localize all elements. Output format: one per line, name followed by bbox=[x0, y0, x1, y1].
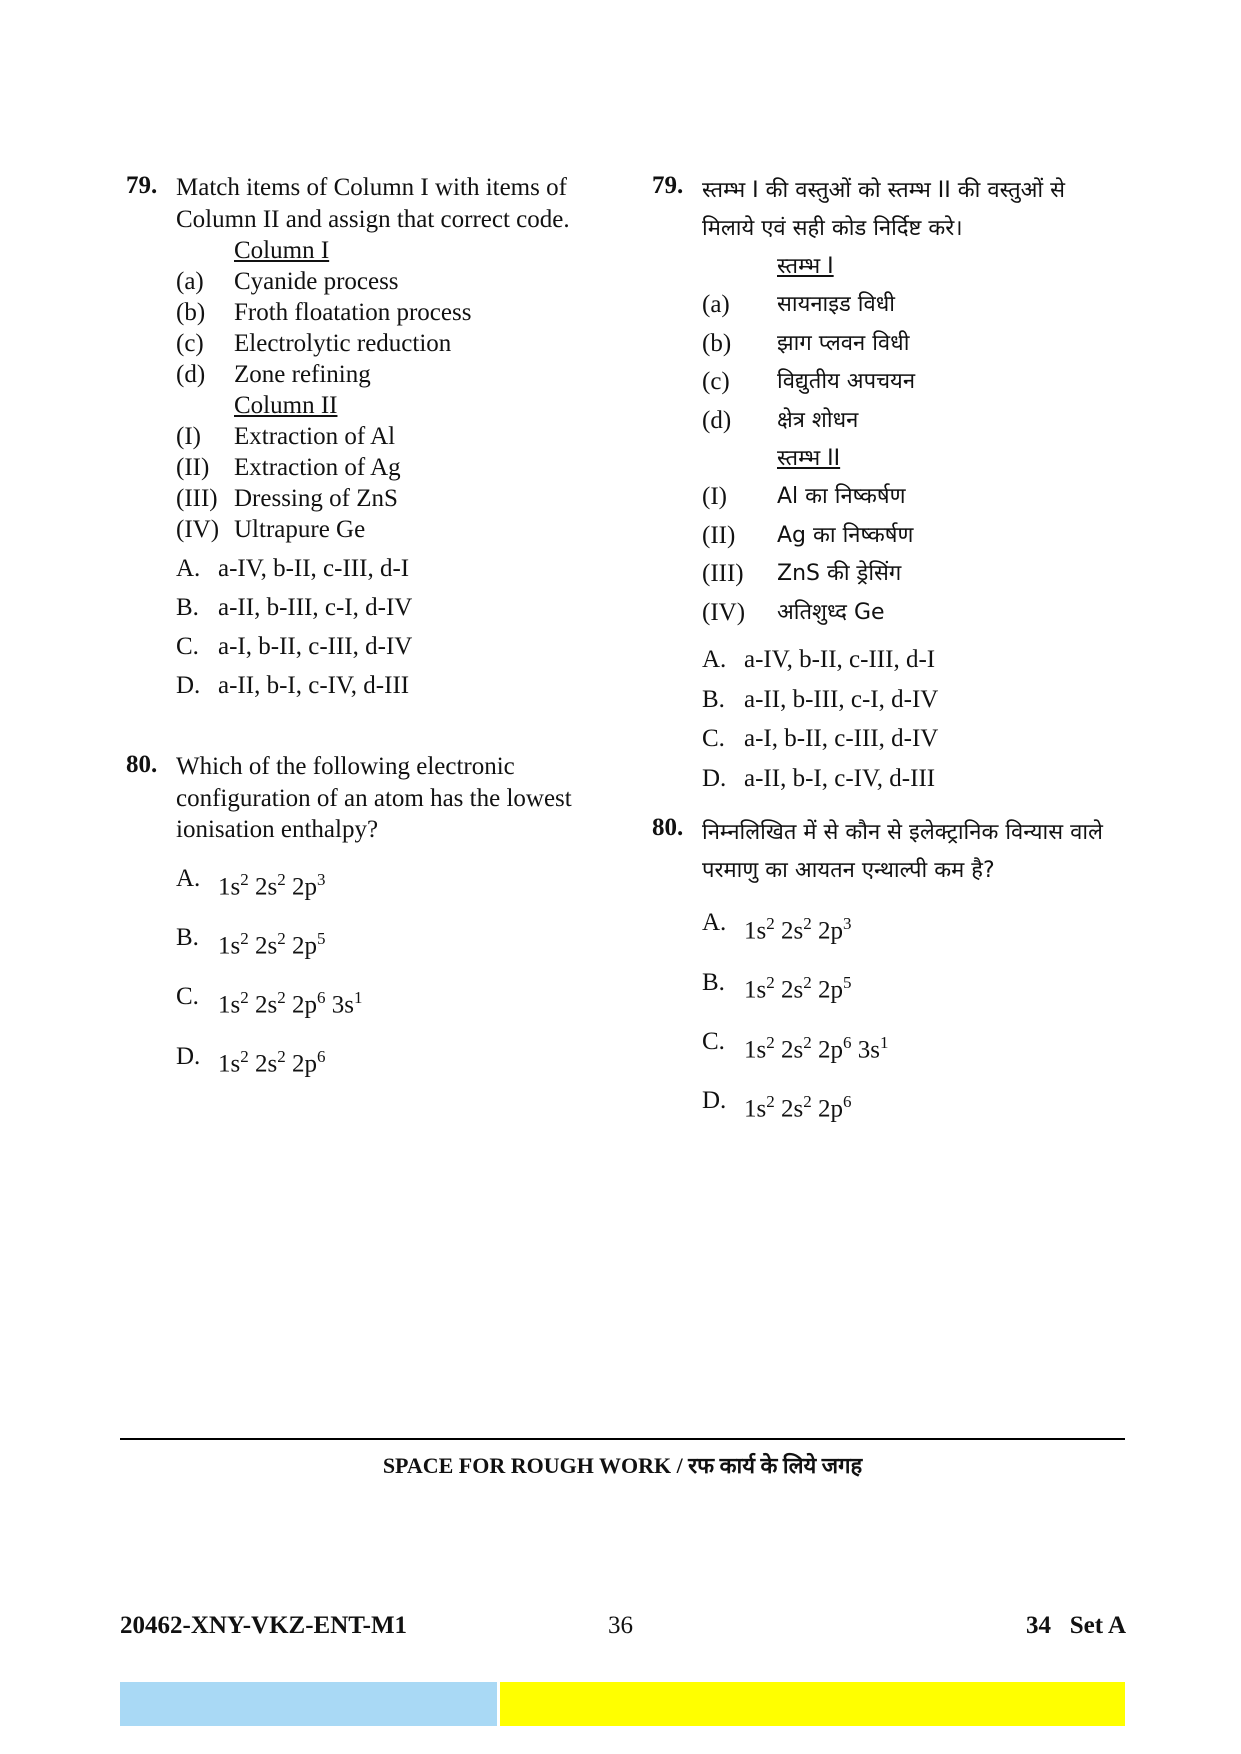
answer-option bbox=[702, 890, 1122, 949]
orbital: 2s bbox=[254, 932, 278, 960]
electron-configuration bbox=[744, 1076, 851, 1135]
orbital-electrons: 6 bbox=[316, 988, 326, 1008]
paper-code: 20462-XNY-VKZ-ENT-M1 bbox=[120, 1612, 408, 1639]
option-label: A. bbox=[702, 909, 727, 937]
orbital: 2s bbox=[254, 991, 278, 1019]
orbital-electrons: 2 bbox=[766, 914, 775, 933]
orbital-electrons: 6 bbox=[842, 1091, 852, 1111]
rough-work-divider bbox=[120, 1438, 1125, 1440]
answer-option: D. a-II, b-I, c-IV, d-III bbox=[176, 672, 410, 699]
answer-option: A. a-IV, b-II, c-III, d-I bbox=[702, 646, 936, 673]
orbital: 2s bbox=[780, 976, 804, 1004]
orbital: 2p bbox=[817, 976, 843, 1004]
column-i-item: (b) झाग प्लवन विधी bbox=[702, 329, 910, 357]
orbital-electrons: 2 bbox=[766, 1091, 775, 1111]
option-label: D. bbox=[702, 1087, 727, 1115]
question-stem: निम्नलिखित में से कौन से इलेक्ट्रानिक विन्यास वाले परमाणु का आयतन एन्थाल्पी कम है? bbox=[702, 820, 1103, 883]
column-ii-heading: Column II bbox=[234, 392, 338, 419]
column-i-item: (a) सायनाइड विधी bbox=[702, 291, 895, 318]
orbital: 1s bbox=[218, 932, 241, 960]
option-label: C. bbox=[176, 983, 199, 1011]
answer-option: C. a-I, b-II, c-III, d-IV bbox=[702, 725, 939, 752]
orbital: 2p bbox=[817, 1095, 843, 1123]
orbital-electrons: 2 bbox=[240, 1047, 249, 1067]
answer-option bbox=[702, 1009, 1122, 1068]
orbital-electrons: 2 bbox=[277, 988, 286, 1008]
electron-configuration bbox=[218, 1031, 325, 1090]
question-stem: Which of the following electronic configuration of an atom has the lowest ionisation enthalpy? bbox=[176, 753, 572, 843]
question-stem: स्तम्भ I की वस्तुओं को स्तम्भ II की वस्तुओं से मिलाये एवं सही कोड निर्दिष्ट करे। bbox=[702, 178, 1066, 241]
column-i-item: (d) क्षेत्र शोधन bbox=[702, 406, 859, 434]
orbital: 2p bbox=[291, 932, 317, 960]
question-number: 80. bbox=[652, 814, 684, 841]
orbital-electrons: 5 bbox=[316, 928, 326, 948]
option-label: B. bbox=[702, 968, 725, 996]
answer-option bbox=[702, 1068, 1122, 1127]
electron-configuration bbox=[218, 972, 362, 1031]
column-i-heading: Column I bbox=[234, 237, 330, 264]
column-ii-item: (II) Extraction of Ag bbox=[176, 454, 401, 481]
orbital: 1s bbox=[218, 1050, 241, 1078]
hindi-column bbox=[652, 172, 1122, 1127]
electron-configuration bbox=[744, 957, 851, 1016]
rough-work-label: SPACE FOR ROUGH WORK / रफ कार्य के लिये जगह bbox=[382, 1453, 863, 1478]
answer-option bbox=[176, 1023, 596, 1082]
orbital: 2p bbox=[291, 991, 317, 1019]
orbital: 2s bbox=[780, 917, 804, 945]
orbital-electrons: 2 bbox=[277, 869, 286, 889]
color-bar-blue bbox=[120, 1682, 497, 1726]
orbital: 2s bbox=[254, 1050, 278, 1078]
answer-option: B. a-II, b-III, c-I, d-IV bbox=[702, 685, 939, 713]
answer-option: B. a-II, b-III, c-I, d-IV bbox=[176, 594, 413, 621]
electron-configuration bbox=[218, 854, 325, 913]
question-number: 79. bbox=[652, 172, 684, 199]
answer-option bbox=[176, 905, 596, 964]
column-i-item: (c) विद्युतीय अपचयन bbox=[702, 368, 916, 395]
orbital: 1s bbox=[218, 991, 241, 1019]
orbital-electrons: 2 bbox=[240, 928, 249, 948]
option-label: D. bbox=[176, 1042, 201, 1070]
orbital-electrons: 2 bbox=[277, 928, 286, 948]
column-ii-item: (IV) Ultrapure Ge bbox=[176, 516, 366, 543]
orbital: 2s bbox=[780, 1095, 804, 1123]
column-ii-item: (III) ZnS की ड्रेसिंग bbox=[702, 560, 902, 587]
orbital-electrons: 2 bbox=[240, 869, 249, 889]
orbital-electrons: 2 bbox=[803, 1032, 812, 1052]
column-i-item: (b) Froth floatation process bbox=[176, 299, 472, 326]
column-ii-item: (III) Dressing of ZnS bbox=[176, 485, 398, 512]
answer-option: D. a-II, b-I, c-IV, d-III bbox=[702, 764, 936, 792]
answer-option bbox=[702, 949, 1122, 1008]
question-79-hi bbox=[652, 172, 1122, 798]
orbital: 2s bbox=[780, 1035, 804, 1063]
orbital: 2p bbox=[817, 1035, 843, 1063]
orbital: 3s bbox=[331, 991, 354, 1019]
set-label: 34 Set A bbox=[1026, 1612, 1126, 1639]
orbital-electrons: 1 bbox=[353, 988, 363, 1008]
column-ii-item: (IV) अतिशुध्द Ge bbox=[702, 598, 885, 626]
orbital-electrons: 2 bbox=[803, 1091, 812, 1111]
question-number: 79. bbox=[126, 172, 158, 199]
orbital-electrons: 2 bbox=[766, 1032, 775, 1052]
question-79-en bbox=[126, 172, 596, 705]
orbital-electrons: 3 bbox=[842, 914, 852, 933]
orbital-electrons: 2 bbox=[240, 988, 249, 1008]
orbital-electrons: 1 bbox=[879, 1032, 889, 1052]
orbital-electrons: 2 bbox=[803, 973, 812, 993]
page-number: 36 bbox=[608, 1612, 633, 1639]
electron-configuration bbox=[744, 898, 851, 957]
orbital-electrons: 3 bbox=[316, 869, 326, 889]
orbital-electrons: 2 bbox=[766, 973, 775, 993]
orbital: 2s bbox=[254, 872, 278, 900]
question-80-en bbox=[126, 751, 596, 1083]
option-label: B. bbox=[176, 924, 199, 952]
column-i-item: (c) Electrolytic reduction bbox=[176, 330, 452, 357]
answer-option bbox=[176, 846, 596, 905]
column-ii-item: (I) Al का निष्कर्षण bbox=[702, 483, 906, 510]
column-ii-item: (II) Ag का निष्कर्षण bbox=[702, 521, 914, 549]
electron-configuration bbox=[744, 1017, 888, 1076]
orbital: 1s bbox=[744, 1095, 767, 1123]
orbital: 1s bbox=[744, 976, 767, 1004]
answer-option: A. a-IV, b-II, c-III, d-I bbox=[176, 555, 410, 582]
config-options bbox=[702, 890, 1122, 1127]
option-label: C. bbox=[702, 1027, 725, 1055]
question-80-hi bbox=[652, 814, 1122, 1127]
column-ii-heading: स्तम्भ II bbox=[777, 446, 841, 471]
orbital-electrons: 5 bbox=[842, 973, 852, 993]
orbital-electrons: 6 bbox=[316, 1047, 326, 1067]
orbital-electrons: 2 bbox=[803, 914, 812, 933]
orbital: 2p bbox=[291, 872, 317, 900]
orbital-electrons: 6 bbox=[842, 1032, 852, 1052]
column-ii-item: (I) Extraction of Al bbox=[176, 423, 396, 450]
column-i-item: (d) Zone refining bbox=[176, 361, 371, 388]
column-i-item: (a) Cyanide process bbox=[176, 268, 399, 295]
orbital: 3s bbox=[857, 1035, 880, 1063]
orbital: 2p bbox=[817, 917, 843, 945]
option-label: A. bbox=[176, 864, 201, 892]
color-bar-yellow bbox=[500, 1682, 1125, 1726]
english-column bbox=[126, 172, 596, 1083]
question-stem: Match items of Column I with items of Column II and assign that correct code. bbox=[176, 174, 570, 233]
orbital-electrons: 2 bbox=[277, 1047, 286, 1067]
orbital: 2p bbox=[291, 1050, 317, 1078]
answer-option: C. a-I, b-II, c-III, d-IV bbox=[176, 633, 413, 660]
electron-configuration bbox=[218, 913, 325, 972]
orbital: 1s bbox=[218, 872, 241, 900]
question-number: 80. bbox=[126, 751, 158, 778]
orbital: 1s bbox=[744, 917, 767, 945]
column-i-heading: स्तम्भ I bbox=[777, 254, 834, 279]
orbital: 1s bbox=[744, 1035, 767, 1063]
config-options bbox=[176, 846, 596, 1083]
answer-option bbox=[176, 964, 596, 1023]
